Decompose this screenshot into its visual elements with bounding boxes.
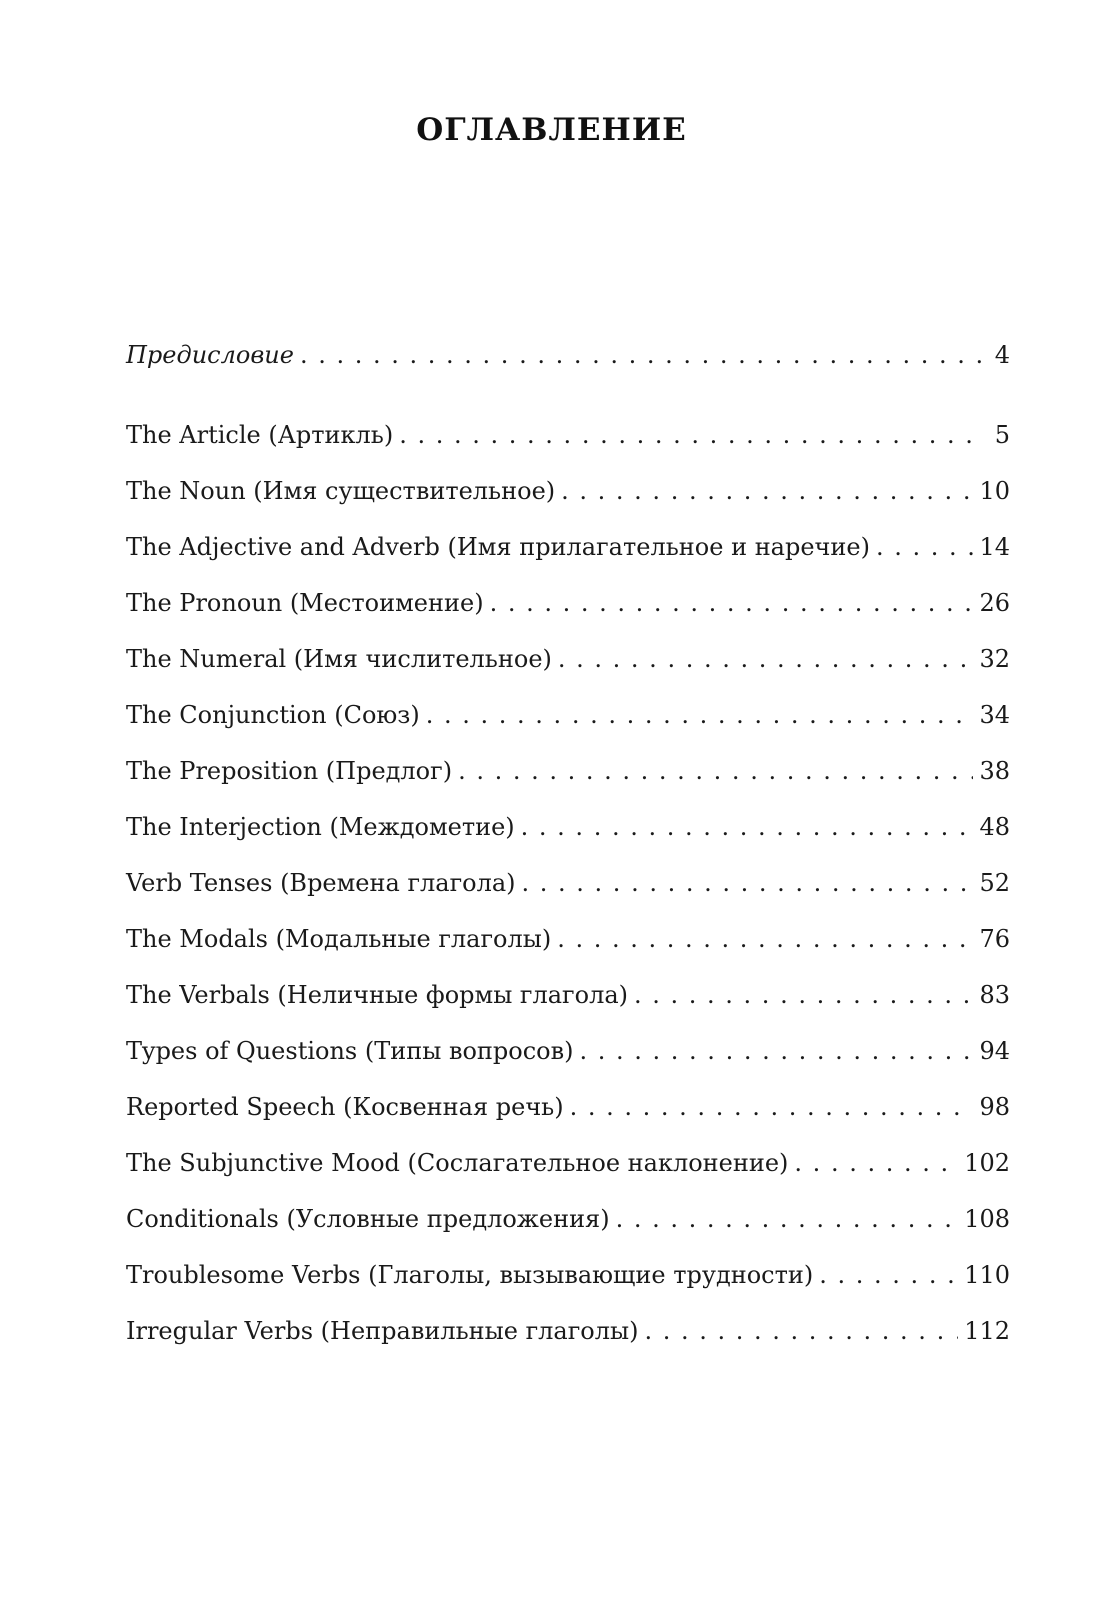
toc-entry-title: The Verbals (Неличные формы глагола)	[126, 981, 628, 1009]
toc-entry[interactable]	[126, 1316, 1010, 1372]
toc-entry-page-number: 10	[979, 477, 1010, 505]
toc-dot-leader	[876, 532, 973, 562]
toc-dot-leader	[458, 756, 973, 786]
toc-entry-page-number: 48	[979, 813, 1010, 841]
toc-entry-title: The Pronoun (Местоимение)	[126, 589, 484, 617]
toc-dot-leader	[557, 924, 973, 954]
toc-entry-page-number: 34	[979, 701, 1010, 729]
toc-entry-page-number: 76	[979, 925, 1010, 953]
toc-entry[interactable]	[126, 700, 1010, 756]
toc-entry[interactable]	[126, 812, 1010, 868]
toc-entry[interactable]	[126, 924, 1010, 980]
toc-entry[interactable]	[126, 476, 1010, 532]
toc-entry-page-number: 110	[964, 1261, 1010, 1289]
toc-entry-page-number: 26	[979, 589, 1010, 617]
toc-entry-title: Verb Tenses (Времена глагола)	[126, 869, 516, 897]
toc-entry-page-number: 83	[979, 981, 1010, 1009]
toc-entry-title: Types of Questions (Типы вопросов)	[126, 1037, 574, 1065]
toc-entry-page-number: 32	[979, 645, 1010, 673]
toc-entry[interactable]	[126, 644, 1010, 700]
toc-dot-leader	[580, 1036, 974, 1066]
toc-entry-page-number: 4	[994, 341, 1010, 369]
toc-dot-leader	[570, 1092, 974, 1122]
toc-entry-title: The Noun (Имя существительное)	[126, 477, 556, 505]
toc-entry-page-number: 102	[964, 1149, 1010, 1177]
toc-entry-title: Conditionals (Условные предложения)	[126, 1205, 610, 1233]
toc-dot-leader	[634, 980, 973, 1010]
toc-entry[interactable]	[126, 1260, 1010, 1316]
toc-entry[interactable]	[126, 420, 1010, 476]
toc-dot-leader	[521, 812, 974, 842]
toc-entry-page-number: 94	[979, 1037, 1010, 1065]
toc-dot-leader	[794, 1148, 958, 1178]
toc-entry[interactable]	[126, 980, 1010, 1036]
toc-dot-leader	[522, 868, 974, 898]
toc-dot-leader	[819, 1260, 958, 1290]
table-of-contents	[126, 340, 1010, 1372]
toc-dot-leader	[561, 476, 973, 506]
toc-entry-title: Troublesome Verbs (Глаголы, вызывающие трудности)	[126, 1261, 814, 1289]
toc-entry-title: The Interjection (Междометие)	[126, 813, 515, 841]
toc-entry[interactable]	[126, 1148, 1010, 1204]
toc-entry-page-number: 98	[979, 1093, 1010, 1121]
toc-entry[interactable]	[126, 868, 1010, 924]
toc-dot-leader	[300, 340, 984, 370]
toc-entry-page-number: 14	[979, 533, 1010, 561]
toc-entry-page-number: 112	[964, 1317, 1010, 1345]
toc-dot-leader	[644, 1316, 958, 1346]
toc-entry-page-number: 5	[994, 421, 1010, 449]
toc-entry-title: Reported Speech (Косвенная речь)	[126, 1093, 564, 1121]
toc-entry-title: The Modals (Модальные глаголы)	[126, 925, 552, 953]
toc-entry[interactable]	[126, 1036, 1010, 1092]
page-title: ОГЛАВЛЕНИЕ	[416, 112, 687, 148]
toc-entry[interactable]	[126, 588, 1010, 644]
toc-entry-title: The Conjunction (Союз)	[126, 701, 420, 729]
toc-entry[interactable]	[126, 1092, 1010, 1148]
toc-entry-title: The Article (Артикль)	[126, 421, 394, 449]
toc-entry-title: Предисловие	[126, 341, 294, 369]
toc-entry-title: The Adjective and Adverb (Имя прилагательное и наречие)	[126, 533, 870, 561]
toc-entry-page-number: 108	[964, 1205, 1010, 1233]
toc-entry[interactable]	[126, 532, 1010, 588]
toc-dot-leader	[426, 700, 974, 730]
toc-entry-title: The Preposition (Предлог)	[126, 757, 453, 785]
toc-entry[interactable]	[126, 340, 1010, 420]
toc-entry-page-number: 38	[979, 757, 1010, 785]
toc-entry[interactable]	[126, 756, 1010, 812]
toc-entry-title: The Subjunctive Mood (Сослагательное наклонение)	[126, 1149, 789, 1177]
toc-dot-leader	[399, 420, 984, 450]
toc-dot-leader	[616, 1204, 959, 1234]
toc-entry[interactable]	[126, 1204, 1010, 1260]
toc-entry-title: Irregular Verbs (Неправильные глаголы)	[126, 1317, 639, 1345]
toc-dot-leader	[490, 588, 974, 618]
toc-dot-leader	[558, 644, 974, 674]
toc-entry-title: The Numeral (Имя числительное)	[126, 645, 552, 673]
toc-entry-page-number: 52	[979, 869, 1010, 897]
